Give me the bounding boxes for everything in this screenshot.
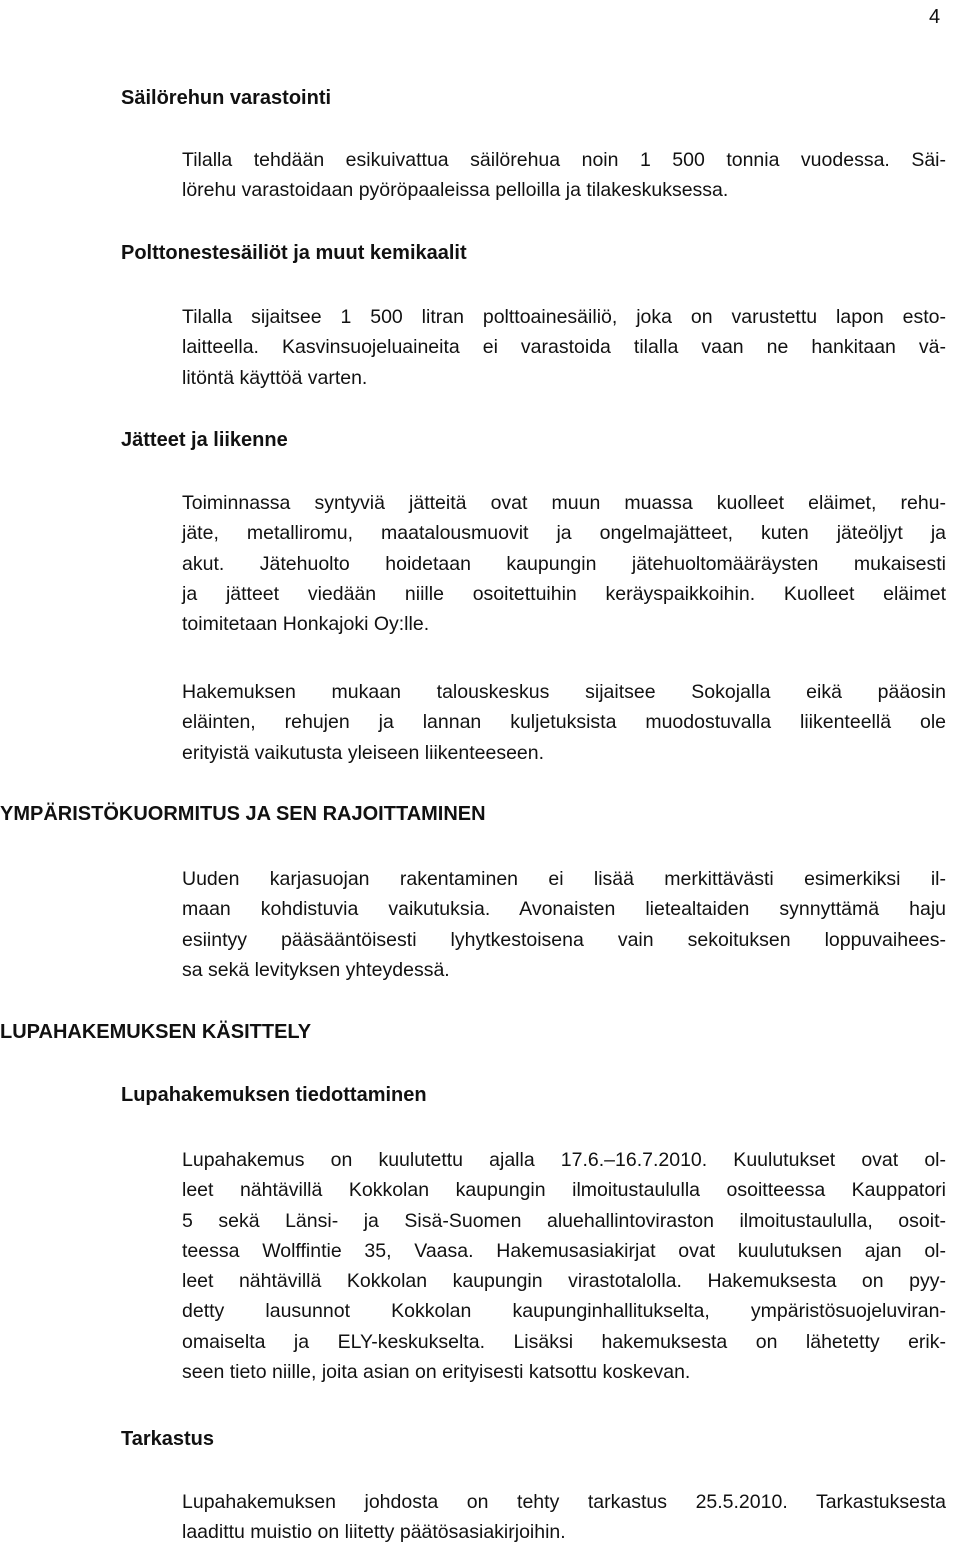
- text-line: Uuden karjasuojan rakentaminen ei lisää merkittävästi esimerkiksi il-: [182, 868, 946, 890]
- section-heading: Säilörehun varastointi: [121, 87, 332, 109]
- text-line: esiintyy pääsääntöisesti lyhytkestoisena vain sekoituksen loppuvaihees-: [182, 928, 946, 951]
- body-paragraph: [182, 488, 946, 639]
- text-line: lörehu varastoidaan pyöröpaaleissa pelloilla ja tilakeskuksessa.: [182, 179, 729, 202]
- text-line: leet nähtävillä Kokkolan kaupungin virastotalolla. Hakemuksesta on pyy-: [182, 1270, 946, 1293]
- text-line: litöntä käyttöä varten.: [182, 366, 368, 389]
- text-line: Hakemuksen mukaan talouskeskus sijaitsee Sokojalla eikä pääosin: [182, 681, 946, 703]
- text-line: teessa Wolffintie 35, Vaasa. Hakemusasiakirjat ovat kuulutuksen ajan ol-: [182, 1239, 946, 1262]
- text-line: Tilalla tehdään esikuivattua säilörehua noin 1 500 tonnia vuodessa. Säi-: [182, 149, 946, 171]
- section-heading: Tarkastus: [121, 1428, 215, 1450]
- body-paragraph: [182, 1487, 946, 1548]
- text-line: seen tieto niille, joita asian on erityisesti katsottu koskevan.: [182, 1361, 691, 1384]
- text-line: laadittu muistio on liitetty päätösasiakirjoihin.: [182, 1521, 566, 1544]
- text-line: sa sekä levityksen yhteydessä.: [182, 958, 450, 981]
- text-line: Tilalla sijaitsee 1 500 litran polttoainesäiliö, joka on varustettu lapon esto-: [182, 306, 946, 328]
- chapter-heading: LUPAHAKEMUKSEN KÄSITTELY: [0, 1021, 312, 1043]
- section-heading: Polttonestesäiliöt ja muut kemikaalit: [121, 242, 467, 264]
- text-line: eläinten, rehujen ja lannan kuljetuksista muodostuvalla liikenteellä ole: [182, 711, 946, 734]
- text-line: laitteella. Kasvinsuojeluaineita ei varastoida tilalla vaan ne hankitaan vä-: [182, 336, 946, 359]
- text-line: erityistä vaikutusta yleiseen liikenteeseen.: [182, 741, 545, 764]
- text-line: Lupahakemuksen johdosta on tehty tarkastus 25.5.2010. Tarkastuksesta: [182, 1491, 946, 1513]
- page-number: 4: [929, 6, 941, 28]
- text-line: 5 sekä Länsi- ja Sisä-Suomen aluehallintoviraston ilmoitustaululla, osoit-: [182, 1209, 946, 1232]
- text-line: jäte, metalliromu, maatalousmuovit ja ongelmajätteet, kuten jäteöljyt ja: [182, 522, 946, 545]
- text-line: leet nähtävillä Kokkolan kaupungin ilmoitustaululla osoitteessa Kauppatori: [182, 1179, 946, 1202]
- text-line: toimitetaan Honkajoki Oy:lle.: [182, 613, 430, 636]
- text-line: maan kohdistuvia vaikutuksia. Avonaisten lietealtaiden synnyttämä haju: [182, 898, 946, 921]
- text-line: akut. Jätehuolto hoidetaan kaupungin jätehuoltomääräysten mukaisesti: [182, 552, 946, 575]
- text-line: Toiminnassa syntyviä jätteitä ovat muun muassa kuolleet eläimet, rehu-: [182, 492, 946, 514]
- body-paragraph: [182, 1145, 946, 1387]
- text-line: detty lausunnot Kokkolan kaupunginhallitukselta, ympäristösuojeluviran-: [182, 1300, 946, 1323]
- text-line: ja jätteet viedään niille osoitettuihin keräyspaikkoihin. Kuolleet eläimet: [182, 582, 946, 605]
- text-line: Lupahakemus on kuulutettu ajalla 17.6.–16.7.2010. Kuulutukset ovat ol-: [182, 1149, 946, 1171]
- body-paragraph: [182, 677, 946, 768]
- text-line: omaiselta ja ELY-keskukselta. Lisäksi hakemuksesta on lähetetty erik-: [182, 1330, 946, 1353]
- body-paragraph: [182, 302, 946, 393]
- body-paragraph: [182, 145, 946, 206]
- body-paragraph: [182, 864, 946, 985]
- section-heading: Jätteet ja liikenne: [121, 429, 288, 451]
- chapter-heading: YMPÄRISTÖKUORMITUS JA SEN RAJOITTAMINEN: [0, 803, 486, 825]
- section-heading: Lupahakemuksen tiedottaminen: [121, 1084, 427, 1106]
